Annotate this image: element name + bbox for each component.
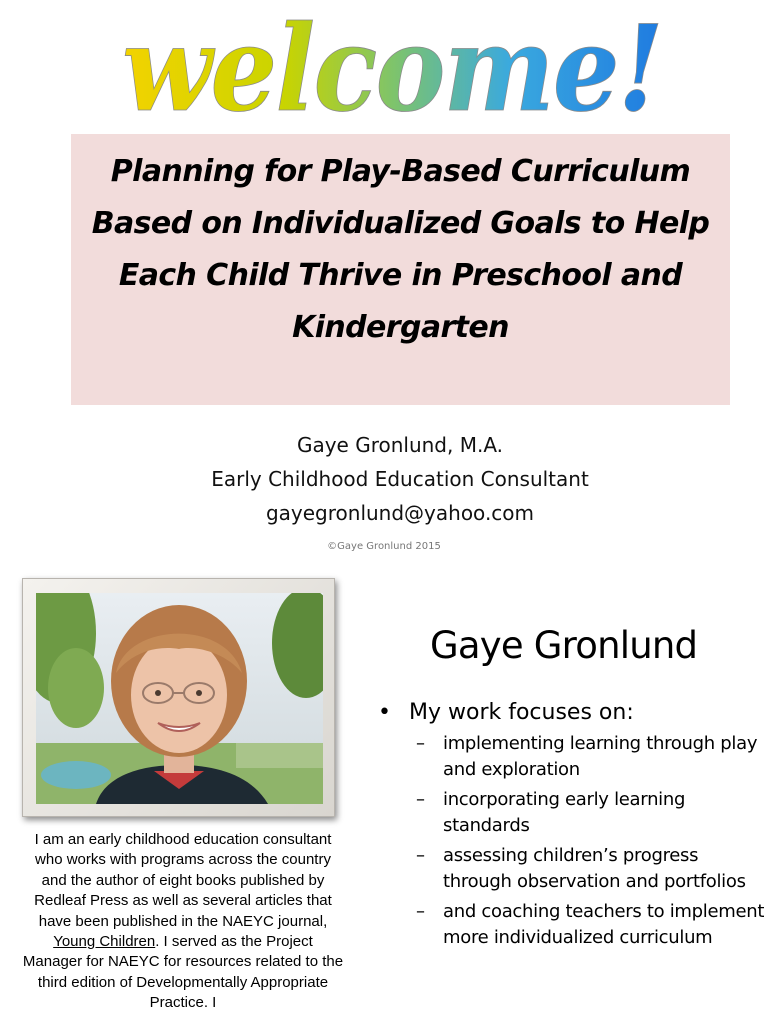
- portrait-photo-frame: [22, 578, 335, 817]
- author-name: Gaye Gronlund, M.A.: [296, 433, 504, 457]
- list-item-text: incorporating early learning standards: [443, 789, 686, 836]
- bio-paragraph: [22, 830, 344, 1014]
- welcome-text: welcome!: [122, 0, 662, 128]
- focus-sub-list: [378, 731, 768, 950]
- author-email: gayegronlund@yahoo.com: [265, 501, 535, 525]
- bio-text-part2: . I served as the Project Manager for NAEYC for resources related to the third edition of Developmentally Appropriate Practice. I: [22, 933, 344, 1012]
- author-role: Early Childhood Education Consultant: [211, 467, 589, 491]
- list-item: [416, 787, 768, 838]
- portrait-photo: [36, 593, 323, 804]
- dash-icon: –: [416, 901, 425, 922]
- profile-heading: Gaye Gronlund: [430, 624, 698, 667]
- list-item: [416, 731, 768, 782]
- list-item: [416, 899, 768, 950]
- focus-lead-text: My work focuses on:: [409, 700, 634, 725]
- dash-icon: –: [416, 733, 425, 754]
- welcome-banner: [0, 0, 768, 128]
- list-item-text: assessing children’s progress through observation and portfolios: [443, 845, 746, 892]
- dash-icon: –: [416, 789, 425, 810]
- list-item: [416, 843, 768, 894]
- focus-list: [378, 700, 768, 955]
- list-item-text: implementing learning through play and exploration: [443, 733, 758, 780]
- focus-lead-item: [378, 700, 768, 725]
- list-item-text: and coaching teachers to implement more individualized curriculum: [443, 901, 765, 948]
- journal-name: Young Children: [53, 933, 156, 951]
- dash-icon: –: [416, 845, 425, 866]
- bullet-icon: •: [378, 700, 391, 725]
- focus-sub-list-container: [378, 731, 768, 950]
- bio-text-part1: I am an early childhood education consultant who works with programs across the country and the author of eight books published by Redleaf Press as well as several articles that have been published in the NAEYC journal,: [34, 831, 332, 930]
- title-box: [71, 134, 730, 405]
- author-block: [0, 428, 768, 530]
- copyright-note: ©Gaye Gronlund 2015: [327, 541, 441, 552]
- presentation-title: Planning for Play-Based Curriculum Based on Individualized Goals to Help Each Child Thrive in Preschool and Kindergarten: [91, 154, 710, 345]
